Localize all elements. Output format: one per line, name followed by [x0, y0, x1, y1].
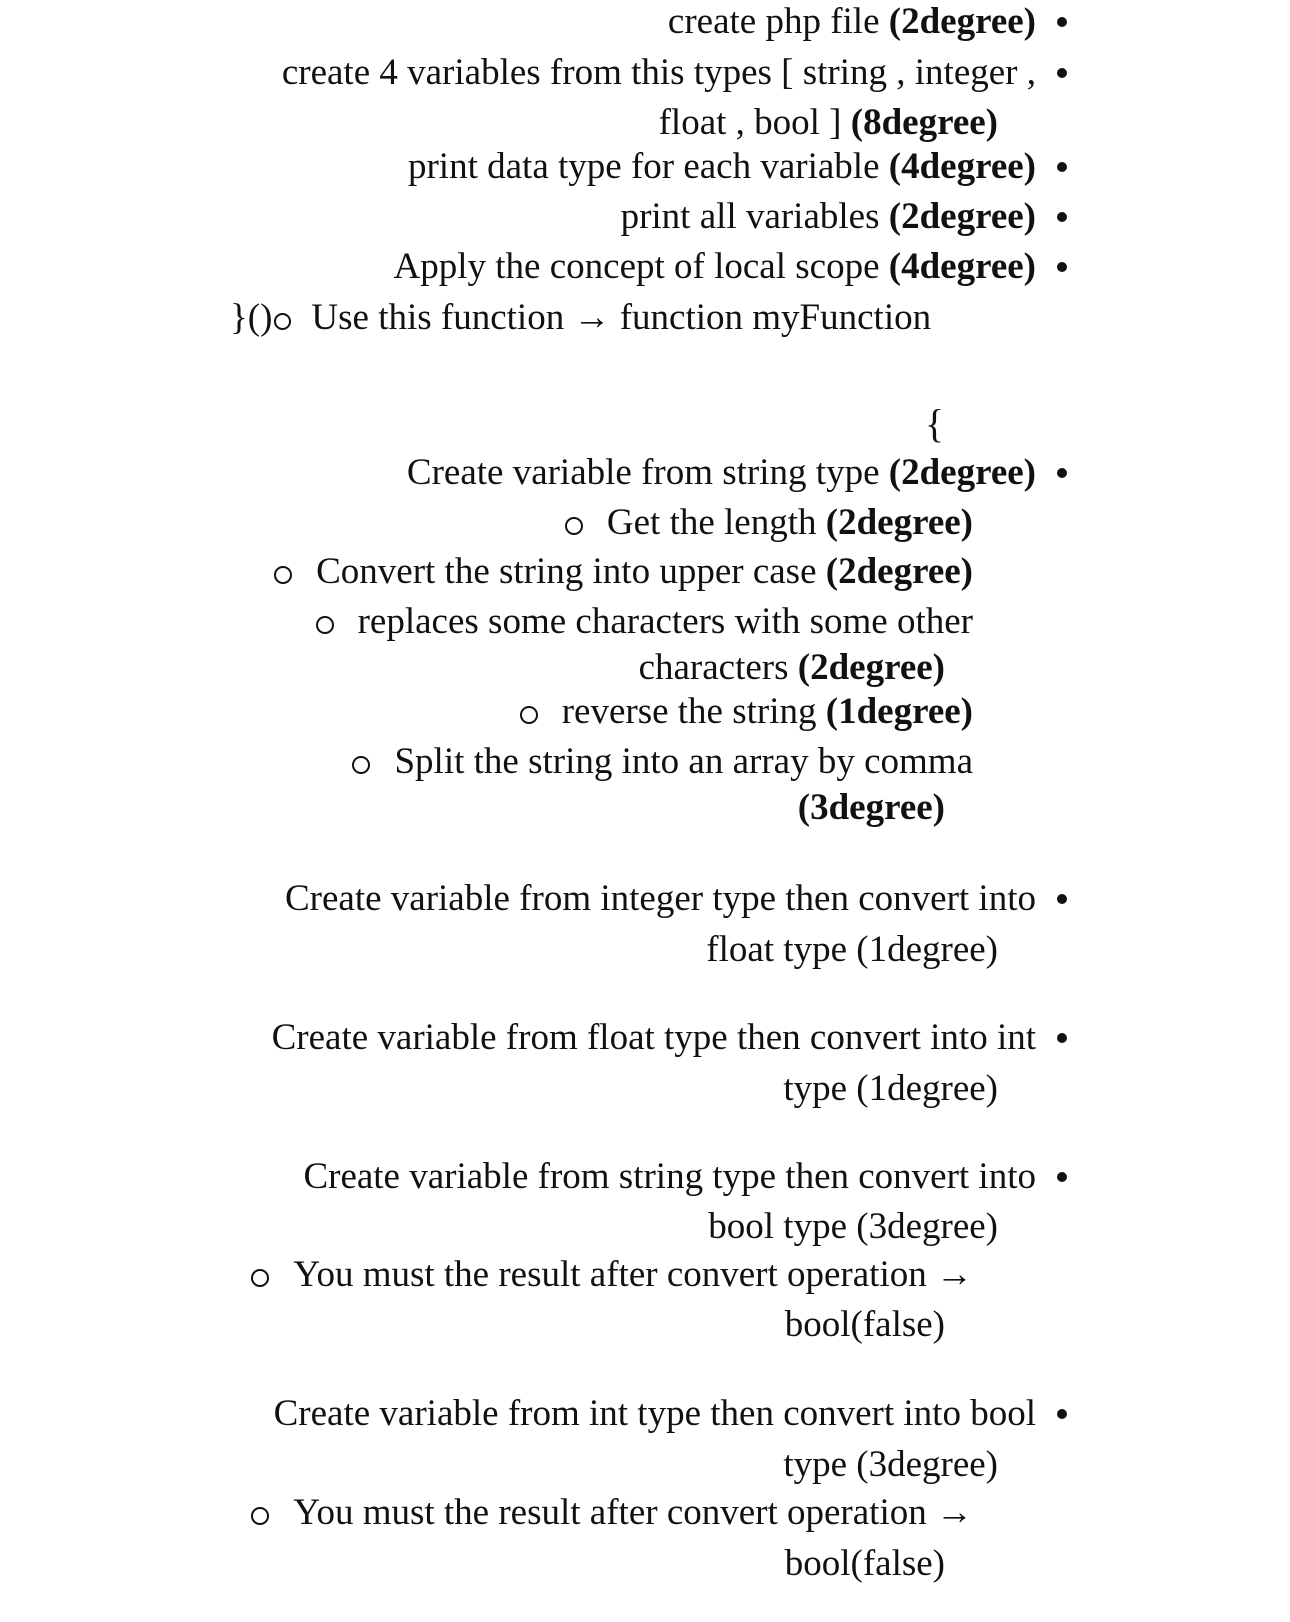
subtask-replace-characters: replaces some characters with some other	[316, 600, 973, 644]
hollow-bullet-icon	[352, 756, 370, 774]
subtask-reverse-string: reverse the string (1degree)	[520, 690, 973, 734]
hollow-bullet-icon	[251, 1269, 269, 1287]
bullet-icon	[1057, 17, 1067, 27]
function-instruction: }() Use this function → function myFunction	[230, 297, 932, 338]
bullet-icon	[1057, 894, 1067, 904]
task-float-to-int-cont: type (1degree)	[783, 1068, 998, 1109]
bullet-icon	[1057, 468, 1067, 478]
bullet-icon	[1057, 262, 1067, 272]
subtask-bool-result-2: You must the result after convert operation →	[251, 1491, 973, 1535]
degree-label: (4degree)	[888, 246, 1036, 287]
degree-label: (2degree)	[825, 551, 973, 592]
task-int-to-bool: Create variable from int type then convert into bool	[273, 1393, 1036, 1434]
open-brace: {	[925, 401, 945, 446]
task-create-variables-cont: float , bool ] (8degree)	[658, 102, 998, 143]
task-local-scope: Apply the concept of local scope (4degree)	[393, 246, 1036, 287]
task-float-to-int: Create variable from float type then convert into int	[271, 1017, 1036, 1058]
task-create-variables: create 4 variables from this types [ string , integer ,	[281, 52, 1036, 93]
subtask-bool-result-2-cont: bool(false)	[784, 1543, 945, 1584]
subtask-split-string: Split the string into an array by comma	[352, 740, 973, 784]
degree-label: (1degree)	[825, 691, 973, 732]
task-string-variable: Create variable from string type (2degree)	[406, 452, 1036, 493]
degree-label: (4degree)	[888, 146, 1036, 187]
degree-label: (2degree)	[797, 647, 945, 688]
bullet-icon	[1057, 162, 1067, 172]
degree-label: (8degree)	[850, 102, 998, 143]
bullet-icon	[1057, 1033, 1067, 1043]
task-int-to-bool-cont: type (3degree)	[783, 1444, 998, 1485]
subtask-split-string-cont	[798, 786, 945, 830]
subtask-upper-case: Convert the string into upper case (2degree)	[274, 550, 973, 594]
degree-label: (2degree)	[888, 196, 1036, 237]
task-create-php-file: create php file (2degree)	[667, 1, 1036, 42]
task-print-all-variables: print all variables (2degree)	[620, 196, 1036, 237]
hollow-bullet-icon	[316, 616, 334, 634]
task-int-to-float-cont: float type (1degree)	[706, 929, 998, 970]
degree-label: (3degree)	[797, 787, 945, 828]
hollow-bullet-icon	[520, 706, 538, 724]
degree-label: (2degree)	[825, 502, 973, 543]
task-int-to-float: Create variable from integer type then convert into	[284, 878, 1036, 919]
subtask-replace-characters-cont: characters (2degree)	[638, 647, 945, 688]
bullet-icon	[1057, 1172, 1067, 1182]
bullet-icon	[1057, 1409, 1067, 1419]
task-string-to-bool-cont: bool type (3degree)	[708, 1206, 998, 1247]
degree-label: (2degree)	[888, 1, 1036, 42]
task-string-to-bool: Create variable from string type then convert into	[303, 1156, 1036, 1197]
subtask-bool-result-cont: bool(false)	[784, 1304, 945, 1345]
subtask-bool-result: You must the result after convert operation →	[251, 1253, 973, 1297]
hollow-bullet-icon	[274, 566, 292, 584]
bullet-icon	[1057, 68, 1067, 78]
bullet-icon	[1057, 212, 1067, 222]
subtask-get-length: Get the length (2degree)	[565, 501, 973, 545]
hollow-bullet-icon	[565, 517, 583, 535]
task-print-data-type: print data type for each variable (4degree)	[407, 146, 1036, 187]
hollow-bullet-icon	[251, 1507, 269, 1525]
hollow-bullet-icon	[274, 313, 291, 330]
degree-label: (2degree)	[888, 452, 1036, 493]
